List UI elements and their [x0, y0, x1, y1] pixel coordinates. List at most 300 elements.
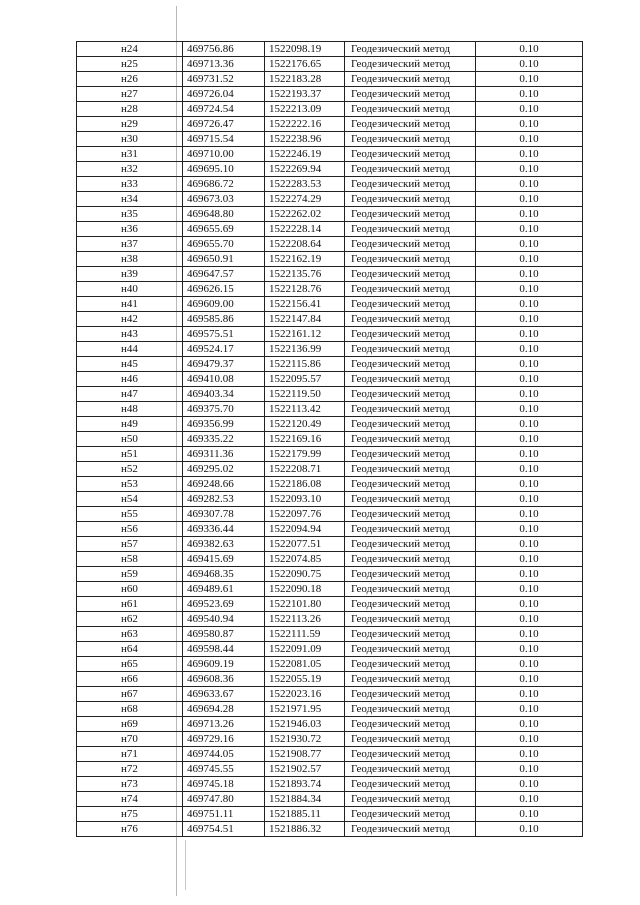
accuracy-cell: 0.10: [476, 162, 583, 177]
table-row: [77, 777, 583, 792]
method-cell: Геодезический метод: [345, 327, 476, 342]
table-row: [77, 492, 583, 507]
accuracy-cell: 0.10: [476, 387, 583, 402]
y-coordinate-cell: 1522136.99: [265, 342, 345, 357]
point-id-cell: н24: [77, 42, 183, 57]
point-id-cell: н71: [77, 747, 183, 762]
accuracy-cell: 0.10: [476, 447, 583, 462]
table-row: [77, 567, 583, 582]
table-row: [77, 702, 583, 717]
table-row: [77, 417, 583, 432]
x-coordinate-cell: 469751.11: [183, 807, 265, 822]
method-cell: Геодезический метод: [345, 297, 476, 312]
y-coordinate-cell: 1522186.08: [265, 477, 345, 492]
x-coordinate-cell: 469585.86: [183, 312, 265, 327]
x-coordinate-cell: 469648.80: [183, 207, 265, 222]
method-cell: Геодезический метод: [345, 162, 476, 177]
x-coordinate-cell: 469375.70: [183, 402, 265, 417]
x-coordinate-cell: 469524.17: [183, 342, 265, 357]
table-row: [77, 342, 583, 357]
method-cell: Геодезический метод: [345, 357, 476, 372]
y-coordinate-cell: 1522113.42: [265, 402, 345, 417]
accuracy-cell: 0.10: [476, 267, 583, 282]
accuracy-cell: 0.10: [476, 282, 583, 297]
y-coordinate-cell: 1522274.29: [265, 192, 345, 207]
y-coordinate-cell: 1522238.96: [265, 132, 345, 147]
point-id-cell: н39: [77, 267, 183, 282]
method-cell: Геодезический метод: [345, 42, 476, 57]
method-cell: Геодезический метод: [345, 552, 476, 567]
table-row: [77, 357, 583, 372]
y-coordinate-cell: 1522094.94: [265, 522, 345, 537]
method-cell: Геодезический метод: [345, 642, 476, 657]
point-id-cell: н65: [77, 657, 183, 672]
table-row: [77, 522, 583, 537]
point-id-cell: н26: [77, 72, 183, 87]
method-cell: Геодезический метод: [345, 567, 476, 582]
y-coordinate-cell: 1521930.72: [265, 732, 345, 747]
accuracy-cell: 0.10: [476, 537, 583, 552]
point-id-cell: н66: [77, 672, 183, 687]
x-coordinate-cell: 469489.61: [183, 582, 265, 597]
point-id-cell: н36: [77, 222, 183, 237]
table-row: [77, 102, 583, 117]
method-cell: Геодезический метод: [345, 492, 476, 507]
method-cell: Геодезический метод: [345, 267, 476, 282]
x-coordinate-cell: 469650.91: [183, 252, 265, 267]
y-coordinate-cell: 1521908.77: [265, 747, 345, 762]
accuracy-cell: 0.10: [476, 702, 583, 717]
point-id-cell: н55: [77, 507, 183, 522]
point-id-cell: н28: [77, 102, 183, 117]
point-id-cell: н53: [77, 477, 183, 492]
table-row: [77, 312, 583, 327]
table-row: [77, 372, 583, 387]
accuracy-cell: 0.10: [476, 822, 583, 837]
x-coordinate-cell: 469335.22: [183, 432, 265, 447]
y-coordinate-cell: 1521886.32: [265, 822, 345, 837]
method-cell: Геодезический метод: [345, 687, 476, 702]
table-row: [77, 177, 583, 192]
y-coordinate-cell: 1522111.59: [265, 627, 345, 642]
y-coordinate-cell: 1522101.80: [265, 597, 345, 612]
point-id-cell: н48: [77, 402, 183, 417]
point-id-cell: н61: [77, 597, 183, 612]
coordinates-table-body: [77, 42, 583, 837]
y-coordinate-cell: 1522213.09: [265, 102, 345, 117]
method-cell: Геодезический метод: [345, 462, 476, 477]
point-id-cell: н35: [77, 207, 183, 222]
table-row: [77, 822, 583, 837]
scan-fold-line-lower: [185, 840, 186, 890]
x-coordinate-cell: 469575.51: [183, 327, 265, 342]
point-id-cell: н46: [77, 372, 183, 387]
x-coordinate-cell: 469655.69: [183, 222, 265, 237]
table-row: [77, 792, 583, 807]
y-coordinate-cell: 1522098.19: [265, 42, 345, 57]
y-coordinate-cell: 1522179.99: [265, 447, 345, 462]
method-cell: Геодезический метод: [345, 402, 476, 417]
method-cell: Геодезический метод: [345, 672, 476, 687]
x-coordinate-cell: 469410.08: [183, 372, 265, 387]
x-coordinate-cell: 469713.36: [183, 57, 265, 72]
point-id-cell: н62: [77, 612, 183, 627]
point-id-cell: н72: [77, 762, 183, 777]
x-coordinate-cell: 469403.34: [183, 387, 265, 402]
x-coordinate-cell: 469248.66: [183, 477, 265, 492]
point-id-cell: н49: [77, 417, 183, 432]
table-row: [77, 672, 583, 687]
x-coordinate-cell: 469731.52: [183, 72, 265, 87]
point-id-cell: н43: [77, 327, 183, 342]
y-coordinate-cell: 1522208.64: [265, 237, 345, 252]
accuracy-cell: 0.10: [476, 432, 583, 447]
method-cell: Геодезический метод: [345, 222, 476, 237]
accuracy-cell: 0.10: [476, 132, 583, 147]
accuracy-cell: 0.10: [476, 507, 583, 522]
accuracy-cell: 0.10: [476, 147, 583, 162]
table-row: [77, 657, 583, 672]
method-cell: Геодезический метод: [345, 132, 476, 147]
table-row: [77, 762, 583, 777]
point-id-cell: н37: [77, 237, 183, 252]
accuracy-cell: 0.10: [476, 807, 583, 822]
x-coordinate-cell: 469609.19: [183, 657, 265, 672]
table-row: [77, 222, 583, 237]
table-row: [77, 477, 583, 492]
method-cell: Геодезический метод: [345, 102, 476, 117]
point-id-cell: н57: [77, 537, 183, 552]
method-cell: Геодезический метод: [345, 432, 476, 447]
point-id-cell: н58: [77, 552, 183, 567]
y-coordinate-cell: 1522283.53: [265, 177, 345, 192]
method-cell: Геодезический метод: [345, 597, 476, 612]
y-coordinate-cell: 1522135.76: [265, 267, 345, 282]
method-cell: Геодезический метод: [345, 372, 476, 387]
method-cell: Геодезический метод: [345, 582, 476, 597]
table-row: [77, 72, 583, 87]
point-id-cell: н74: [77, 792, 183, 807]
point-id-cell: н38: [77, 252, 183, 267]
table-row: [77, 732, 583, 747]
x-coordinate-cell: 469598.44: [183, 642, 265, 657]
point-id-cell: н75: [77, 807, 183, 822]
table-row: [77, 42, 583, 57]
y-coordinate-cell: 1522091.09: [265, 642, 345, 657]
table-row: [77, 402, 583, 417]
method-cell: Геодезический метод: [345, 807, 476, 822]
y-coordinate-cell: 1522074.85: [265, 552, 345, 567]
x-coordinate-cell: 469694.28: [183, 702, 265, 717]
point-id-cell: н31: [77, 147, 183, 162]
accuracy-cell: 0.10: [476, 312, 583, 327]
y-coordinate-cell: 1521946.03: [265, 717, 345, 732]
accuracy-cell: 0.10: [476, 72, 583, 87]
table-row: [77, 387, 583, 402]
y-coordinate-cell: 1522081.05: [265, 657, 345, 672]
accuracy-cell: 0.10: [476, 177, 583, 192]
table-row: [77, 282, 583, 297]
method-cell: Геодезический метод: [345, 312, 476, 327]
x-coordinate-cell: 469729.16: [183, 732, 265, 747]
accuracy-cell: 0.10: [476, 492, 583, 507]
table-row: [77, 642, 583, 657]
y-coordinate-cell: 1522161.12: [265, 327, 345, 342]
method-cell: Геодезический метод: [345, 417, 476, 432]
table-row: [77, 327, 583, 342]
point-id-cell: н67: [77, 687, 183, 702]
x-coordinate-cell: 469745.18: [183, 777, 265, 792]
accuracy-cell: 0.10: [476, 237, 583, 252]
method-cell: Геодезический метод: [345, 147, 476, 162]
y-coordinate-cell: 1521971.95: [265, 702, 345, 717]
y-coordinate-cell: 1522077.51: [265, 537, 345, 552]
accuracy-cell: 0.10: [476, 552, 583, 567]
table-row: [77, 252, 583, 267]
y-coordinate-cell: 1522246.19: [265, 147, 345, 162]
accuracy-cell: 0.10: [476, 417, 583, 432]
y-coordinate-cell: 1522113.26: [265, 612, 345, 627]
x-coordinate-cell: 469673.03: [183, 192, 265, 207]
point-id-cell: н52: [77, 462, 183, 477]
point-id-cell: н70: [77, 732, 183, 747]
x-coordinate-cell: 469756.86: [183, 42, 265, 57]
accuracy-cell: 0.10: [476, 567, 583, 582]
point-id-cell: н64: [77, 642, 183, 657]
x-coordinate-cell: 469745.55: [183, 762, 265, 777]
accuracy-cell: 0.10: [476, 342, 583, 357]
method-cell: Геодезический метод: [345, 822, 476, 837]
accuracy-cell: 0.10: [476, 252, 583, 267]
y-coordinate-cell: 1522093.10: [265, 492, 345, 507]
table-row: [77, 807, 583, 822]
table-row: [77, 612, 583, 627]
x-coordinate-cell: 469695.10: [183, 162, 265, 177]
x-coordinate-cell: 469633.67: [183, 687, 265, 702]
point-id-cell: н45: [77, 357, 183, 372]
accuracy-cell: 0.10: [476, 657, 583, 672]
y-coordinate-cell: 1522162.19: [265, 252, 345, 267]
method-cell: Геодезический метод: [345, 342, 476, 357]
x-coordinate-cell: 469626.15: [183, 282, 265, 297]
point-id-cell: н69: [77, 717, 183, 732]
table-row: [77, 507, 583, 522]
y-coordinate-cell: 1522128.76: [265, 282, 345, 297]
point-id-cell: н68: [77, 702, 183, 717]
y-coordinate-cell: 1522115.86: [265, 357, 345, 372]
y-coordinate-cell: 1521902.57: [265, 762, 345, 777]
accuracy-cell: 0.10: [476, 597, 583, 612]
y-coordinate-cell: 1522090.18: [265, 582, 345, 597]
method-cell: Геодезический метод: [345, 72, 476, 87]
method-cell: Геодезический метод: [345, 117, 476, 132]
accuracy-cell: 0.10: [476, 327, 583, 342]
accuracy-cell: 0.10: [476, 477, 583, 492]
method-cell: Геодезический метод: [345, 777, 476, 792]
accuracy-cell: 0.10: [476, 747, 583, 762]
x-coordinate-cell: 469609.00: [183, 297, 265, 312]
x-coordinate-cell: 469647.57: [183, 267, 265, 282]
point-id-cell: н32: [77, 162, 183, 177]
point-id-cell: н41: [77, 297, 183, 312]
method-cell: Геодезический метод: [345, 792, 476, 807]
x-coordinate-cell: 469715.54: [183, 132, 265, 147]
y-coordinate-cell: 1522208.71: [265, 462, 345, 477]
method-cell: Геодезический метод: [345, 447, 476, 462]
method-cell: Геодезический метод: [345, 252, 476, 267]
x-coordinate-cell: 469468.35: [183, 567, 265, 582]
x-coordinate-cell: 469356.99: [183, 417, 265, 432]
table-row: [77, 267, 583, 282]
point-id-cell: н27: [77, 87, 183, 102]
point-id-cell: н76: [77, 822, 183, 837]
x-coordinate-cell: 469540.94: [183, 612, 265, 627]
point-id-cell: н47: [77, 387, 183, 402]
x-coordinate-cell: 469724.54: [183, 102, 265, 117]
y-coordinate-cell: 1522176.65: [265, 57, 345, 72]
x-coordinate-cell: 469655.70: [183, 237, 265, 252]
y-coordinate-cell: 1522095.57: [265, 372, 345, 387]
y-coordinate-cell: 1522193.37: [265, 87, 345, 102]
x-coordinate-cell: 469336.44: [183, 522, 265, 537]
table-row: [77, 447, 583, 462]
accuracy-cell: 0.10: [476, 627, 583, 642]
table-row: [77, 552, 583, 567]
point-id-cell: н63: [77, 627, 183, 642]
accuracy-cell: 0.10: [476, 792, 583, 807]
table-row: [77, 747, 583, 762]
accuracy-cell: 0.10: [476, 672, 583, 687]
accuracy-cell: 0.10: [476, 402, 583, 417]
method-cell: Геодезический метод: [345, 747, 476, 762]
accuracy-cell: 0.10: [476, 192, 583, 207]
x-coordinate-cell: 469744.05: [183, 747, 265, 762]
accuracy-cell: 0.10: [476, 207, 583, 222]
method-cell: Геодезический метод: [345, 207, 476, 222]
y-coordinate-cell: 1521884.34: [265, 792, 345, 807]
x-coordinate-cell: 469726.04: [183, 87, 265, 102]
method-cell: Геодезический метод: [345, 522, 476, 537]
table-row: [77, 582, 583, 597]
y-coordinate-cell: 1522183.28: [265, 72, 345, 87]
x-coordinate-cell: 469523.69: [183, 597, 265, 612]
point-id-cell: н54: [77, 492, 183, 507]
y-coordinate-cell: 1522097.76: [265, 507, 345, 522]
table-row: [77, 147, 583, 162]
point-id-cell: н56: [77, 522, 183, 537]
y-coordinate-cell: 1522119.50: [265, 387, 345, 402]
y-coordinate-cell: 1522222.16: [265, 117, 345, 132]
method-cell: Геодезический метод: [345, 477, 476, 492]
x-coordinate-cell: 469307.78: [183, 507, 265, 522]
table-row: [77, 162, 583, 177]
accuracy-cell: 0.10: [476, 777, 583, 792]
accuracy-cell: 0.10: [476, 762, 583, 777]
y-coordinate-cell: 1522120.49: [265, 417, 345, 432]
table-row: [77, 192, 583, 207]
accuracy-cell: 0.10: [476, 42, 583, 57]
accuracy-cell: 0.10: [476, 117, 583, 132]
method-cell: Геодезический метод: [345, 87, 476, 102]
y-coordinate-cell: 1521885.11: [265, 807, 345, 822]
accuracy-cell: 0.10: [476, 732, 583, 747]
table-row: [77, 57, 583, 72]
y-coordinate-cell: 1522090.75: [265, 567, 345, 582]
accuracy-cell: 0.10: [476, 87, 583, 102]
accuracy-cell: 0.10: [476, 717, 583, 732]
table-row: [77, 117, 583, 132]
point-id-cell: н29: [77, 117, 183, 132]
x-coordinate-cell: 469580.87: [183, 627, 265, 642]
point-id-cell: н50: [77, 432, 183, 447]
y-coordinate-cell: 1522055.19: [265, 672, 345, 687]
accuracy-cell: 0.10: [476, 582, 583, 597]
point-id-cell: н42: [77, 312, 183, 327]
x-coordinate-cell: 469686.72: [183, 177, 265, 192]
x-coordinate-cell: 469726.47: [183, 117, 265, 132]
point-id-cell: н44: [77, 342, 183, 357]
point-id-cell: н30: [77, 132, 183, 147]
table-row: [77, 537, 583, 552]
table-row: [77, 597, 583, 612]
point-id-cell: н34: [77, 192, 183, 207]
table-row: [77, 87, 583, 102]
method-cell: Геодезический метод: [345, 177, 476, 192]
x-coordinate-cell: 469479.37: [183, 357, 265, 372]
x-coordinate-cell: 469295.02: [183, 462, 265, 477]
table-row: [77, 687, 583, 702]
accuracy-cell: 0.10: [476, 687, 583, 702]
method-cell: Геодезический метод: [345, 387, 476, 402]
method-cell: Геодезический метод: [345, 57, 476, 72]
table-row: [77, 462, 583, 477]
accuracy-cell: 0.10: [476, 372, 583, 387]
method-cell: Геодезический метод: [345, 192, 476, 207]
accuracy-cell: 0.10: [476, 222, 583, 237]
method-cell: Геодезический метод: [345, 612, 476, 627]
method-cell: Геодезический метод: [345, 702, 476, 717]
method-cell: Геодезический метод: [345, 717, 476, 732]
x-coordinate-cell: 469710.00: [183, 147, 265, 162]
table-row: [77, 207, 583, 222]
accuracy-cell: 0.10: [476, 642, 583, 657]
method-cell: Геодезический метод: [345, 507, 476, 522]
x-coordinate-cell: 469713.26: [183, 717, 265, 732]
x-coordinate-cell: 469754.51: [183, 822, 265, 837]
accuracy-cell: 0.10: [476, 102, 583, 117]
table-row: [77, 627, 583, 642]
y-coordinate-cell: 1522269.94: [265, 162, 345, 177]
x-coordinate-cell: 469282.53: [183, 492, 265, 507]
point-id-cell: н40: [77, 282, 183, 297]
x-coordinate-cell: 469311.36: [183, 447, 265, 462]
x-coordinate-cell: 469608.36: [183, 672, 265, 687]
point-id-cell: н25: [77, 57, 183, 72]
accuracy-cell: 0.10: [476, 297, 583, 312]
x-coordinate-cell: 469747.80: [183, 792, 265, 807]
point-id-cell: н60: [77, 582, 183, 597]
table-row: [77, 432, 583, 447]
method-cell: Геодезический метод: [345, 627, 476, 642]
y-coordinate-cell: 1521893.74: [265, 777, 345, 792]
x-coordinate-cell: 469382.63: [183, 537, 265, 552]
y-coordinate-cell: 1522228.14: [265, 222, 345, 237]
point-id-cell: н59: [77, 567, 183, 582]
accuracy-cell: 0.10: [476, 357, 583, 372]
accuracy-cell: 0.10: [476, 612, 583, 627]
point-id-cell: н51: [77, 447, 183, 462]
point-id-cell: н73: [77, 777, 183, 792]
